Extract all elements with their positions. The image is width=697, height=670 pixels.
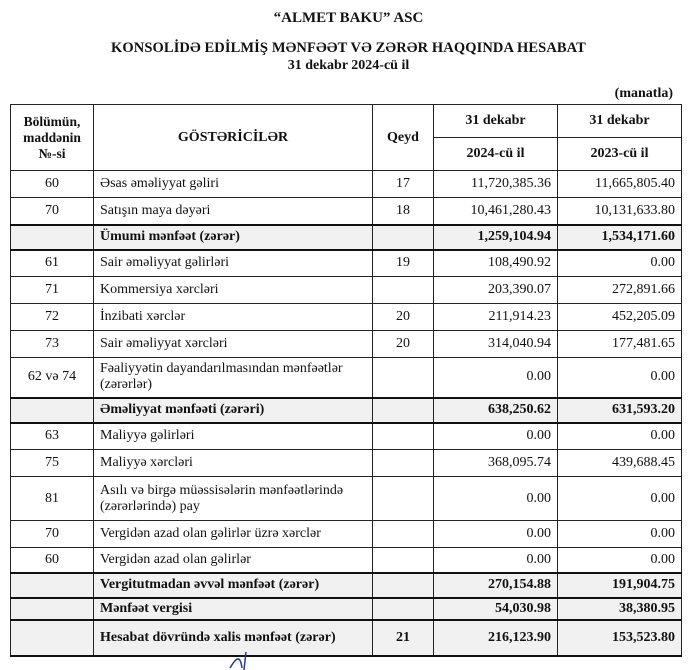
row-note	[373, 548, 434, 573]
row-indicator-name: Sair əməliyyat xərcləri	[94, 331, 373, 358]
row-indicator-name: Vergidən azad olan gəlirlər üzrə xərclər	[94, 521, 373, 548]
row-section-number: 63	[11, 423, 94, 450]
row-indicator-name: İnzibati xərclər	[94, 304, 373, 331]
row-section-number: 62 və 74	[11, 358, 94, 398]
row-value-2023: 0.00	[558, 423, 682, 450]
row-note: 17	[373, 171, 434, 198]
table-row	[11, 250, 682, 277]
row-value-2024: 0.00	[434, 521, 558, 548]
row-value-2024: 108,490.92	[434, 250, 558, 277]
row-indicator-name: Satışın maya dəyəri	[94, 198, 373, 225]
row-value-2023: 191,904.75	[558, 573, 682, 598]
row-value-2023: 631,593.20	[558, 398, 682, 423]
row-indicator-name: Fəaliyyətin dayandarılmasından mənfəətlər (zərərlər)	[94, 358, 373, 398]
row-value-2024: 0.00	[434, 548, 558, 573]
row-indicator-name: Vergitutmadan əvvəl mənfəət (zərər)	[94, 573, 373, 598]
row-value-2023: 0.00	[558, 548, 682, 573]
table-row	[11, 423, 682, 450]
table-row	[11, 521, 682, 548]
table-row	[11, 620, 682, 656]
row-value-2023: 439,688.45	[558, 450, 682, 477]
row-value-2023: 1,534,171.60	[558, 225, 682, 250]
row-value-2024: 638,250.62	[434, 398, 558, 423]
row-note: 19	[373, 250, 434, 277]
row-note	[373, 521, 434, 548]
row-indicator-name: Hesabat dövründə xalis mənfəət (zərər)	[94, 620, 373, 656]
header-2024-top: 31 dekabr	[434, 105, 558, 138]
table-row	[11, 477, 682, 521]
row-note	[373, 477, 434, 521]
row-value-2023: 38,380.95	[558, 598, 682, 620]
table-row	[11, 331, 682, 358]
header-indicators: GÖSTƏRİCİLƏR	[94, 105, 373, 171]
row-section-number	[11, 225, 94, 250]
row-section-number: 70	[11, 521, 94, 548]
row-value-2024: 270,154.88	[434, 573, 558, 598]
table-row	[11, 598, 682, 620]
header-section-number: Bölümün, maddənin №-si	[11, 105, 94, 171]
report-date: 31 dekabr 2024-cü il	[287, 58, 410, 73]
row-indicator-name: Ümumi mənfəət (zərər)	[94, 225, 373, 250]
row-indicator-name: Asılı və birgə müəssisələrin mənfəətlərində (zərərlərində) pay	[94, 477, 373, 521]
row-section-number: 81	[11, 477, 94, 521]
table-row	[11, 304, 682, 331]
row-value-2024: 203,390.07	[434, 277, 558, 304]
row-value-2023: 0.00	[558, 358, 682, 398]
table-row	[11, 358, 682, 398]
row-indicator-name: Vergidən azad olan gəlirlər	[94, 548, 373, 573]
row-value-2023: 10,131,633.80	[558, 198, 682, 225]
row-value-2023: 272,891.66	[558, 277, 682, 304]
table-row	[11, 171, 682, 198]
row-note	[373, 450, 434, 477]
table-row	[11, 548, 682, 573]
row-indicator-name: Kommersiya xərcləri	[94, 277, 373, 304]
table-row	[11, 225, 682, 250]
row-value-2024: 10,461,280.43	[434, 198, 558, 225]
row-indicator-name: Sair əməliyyat gəlirləri	[94, 250, 373, 277]
table-row	[11, 398, 682, 423]
row-section-number	[11, 620, 94, 656]
table-row	[11, 450, 682, 477]
row-indicator-name: Əməliyyat mənfəəti (zərəri)	[94, 398, 373, 423]
row-value-2024: 0.00	[434, 477, 558, 521]
income-statement-table	[10, 104, 682, 657]
row-note	[373, 598, 434, 620]
row-note	[373, 358, 434, 398]
row-value-2024: 11,720,385.36	[434, 171, 558, 198]
row-section-number: 75	[11, 450, 94, 477]
row-note	[373, 423, 434, 450]
table-row	[11, 277, 682, 304]
row-value-2024: 216,123.90	[434, 620, 558, 656]
row-section-number: 70	[11, 198, 94, 225]
row-indicator-name: Maliyyə xərcləri	[94, 450, 373, 477]
row-note: 20	[373, 331, 434, 358]
signature-mark	[228, 650, 268, 670]
header-2023-top: 31 dekabr	[558, 105, 682, 138]
row-section-number	[11, 398, 94, 423]
table-row	[11, 573, 682, 598]
header-2024-bottom: 2024-cü il	[434, 138, 558, 171]
row-value-2024: 1,259,104.94	[434, 225, 558, 250]
row-section-number: 72	[11, 304, 94, 331]
row-value-2023: 0.00	[558, 521, 682, 548]
row-value-2024: 314,040.94	[434, 331, 558, 358]
row-value-2024: 0.00	[434, 423, 558, 450]
header-2023-bottom: 2023-cü il	[558, 138, 682, 171]
row-note	[373, 398, 434, 423]
row-indicator-name: Əsas əməliyyat gəliri	[94, 171, 373, 198]
row-value-2023: 0.00	[558, 477, 682, 521]
row-value-2024: 211,914.23	[434, 304, 558, 331]
row-note	[373, 277, 434, 304]
row-value-2023: 452,205.09	[558, 304, 682, 331]
table-body	[11, 171, 682, 656]
row-note: 21	[373, 620, 434, 656]
currency-unit: (manatla)	[614, 86, 673, 101]
row-note	[373, 573, 434, 598]
row-section-number	[11, 598, 94, 620]
row-value-2024: 54,030.98	[434, 598, 558, 620]
header-note: Qeyd	[373, 105, 434, 171]
row-note	[373, 225, 434, 250]
row-note: 20	[373, 304, 434, 331]
row-section-number: 60	[11, 171, 94, 198]
report-title: KONSOLİDƏ EDİLMİŞ MƏNFƏƏT VƏ ZƏRƏR HAQQINDA HESABAT	[111, 40, 586, 56]
company-name: “ALMET BAKU” ASC	[273, 10, 424, 26]
row-value-2024: 0.00	[434, 358, 558, 398]
row-section-number: 73	[11, 331, 94, 358]
row-section-number	[11, 573, 94, 598]
row-value-2023: 0.00	[558, 250, 682, 277]
row-value-2023: 11,665,805.40	[558, 171, 682, 198]
row-section-number: 71	[11, 277, 94, 304]
row-value-2023: 177,481.65	[558, 331, 682, 358]
table-row	[11, 198, 682, 225]
row-section-number: 61	[11, 250, 94, 277]
row-note: 18	[373, 198, 434, 225]
row-indicator-name: Maliyyə gəlirləri	[94, 423, 373, 450]
row-value-2023: 153,523.80	[558, 620, 682, 656]
row-value-2024: 368,095.74	[434, 450, 558, 477]
row-section-number: 60	[11, 548, 94, 573]
row-indicator-name: Mənfəət vergisi	[94, 598, 373, 620]
